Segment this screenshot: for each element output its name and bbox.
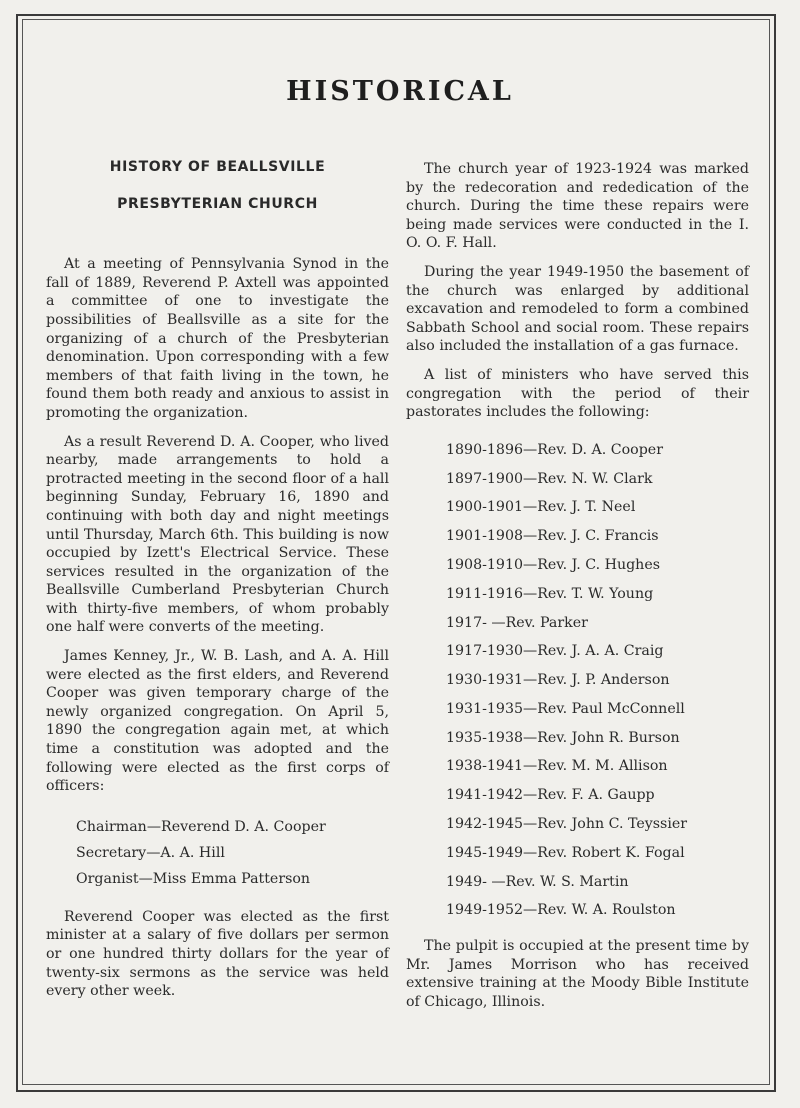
right-column [406,160,749,1012]
minister-item: 1930-1931—Rev. J. P. Anderson [446,672,670,689]
paragraph-redecoration: The church year of 1923-1924 was marked by the redecoration and rededication of the church. During the time these repairs were being made services were conducted in the I. O. O. F. Hall. [406,161,749,252]
article-heading-line2: PRESBYTERIAN CHURCH [117,195,318,212]
minister-item: 1949-1952—Rev. W. A. Roulston [446,902,676,919]
paragraph-basement: During the year 1949-1950 the basement of the church was enlarged by additional excavation and remodeled to form a combined Sabbath School and social room. These repairs also included the installation of a gas furnace. [406,263,749,355]
paragraph-ministers-intro: A list of ministers who have served this congregation with the period of their pastorates includes the following: [406,366,749,421]
minister-item: 1941-1942—Rev. F. A. Gaupp [446,787,655,804]
minister-item: 1945-1949—Rev. Robert K. Fogal [446,844,685,861]
minister-item: 1917- —Rev. Parker [446,614,588,631]
minister-item: 1938-1941—Rev. M. M. Allison [446,758,668,775]
minister-item: 1911-1916—Rev. T. W. Young [446,585,654,602]
officer-item: Organist—Miss Emma Patterson [76,870,311,887]
officer-item: Chairman—Reverend D. A. Cooper [76,818,326,835]
paragraph-first-elders: James Kenney, Jr., W. B. Lash, and A. A. Hill were elected as the first elders, and Reverend Cooper was given temporary charge of the newly organized congregation. On April 5, 1890 the congregation again met, at which time a constitution was adopted and the following were elected as the first corps of officers: [46,648,389,795]
minister-item: 1908-1910—Rev. J. C. Hughes [446,556,661,573]
minister-item: 1900-1901—Rev. J. T. Neel [446,499,636,516]
paragraph-present-pulpit: The pulpit is occupied at the present time by Mr. James Morrison who has received extensive training at the Moody Bible Institute of Chicago, Illinois. [406,938,749,1011]
paragraph-protracted-meeting: As a result Reverend D. A. Cooper, who lived nearby, made arrangements to hold a protracted meeting in the second floor of a hall beginning Sunday, February 16, 1890 and continuing with both day and night meetings until Thursday, March 6th. This building is now occupied by Izett's Electrical Service. These services resulted in the organization of the Beallsville Cumberland Presbyterian Church with thirty-five members, of whom probably one half were converts of the meeting. [46,433,389,636]
ministers-list [446,436,749,926]
minister-item: 1942-1945—Rev. John C. Teyssier [446,816,688,833]
officers-list [76,814,389,892]
minister-item: 1901-1908—Rev. J. C. Francis [446,528,659,545]
minister-item: 1917-1930—Rev. J. A. A. Craig [446,643,664,660]
left-column [46,156,389,1001]
minister-item: 1897-1900—Rev. N. W. Clark [446,470,653,487]
page-title: HISTORICAL [286,76,514,107]
minister-item: 1949- —Rev. W. S. Martin [446,873,629,890]
officer-item: Secretary—A. A. Hill [76,844,225,861]
paragraph-first-minister-salary: Reverend Cooper was elected as the first minister at a salary of five dollars per sermon or one hundred thirty dollars for the year of twenty-six sermons as the service was held every other week. [46,908,389,1000]
paragraph-synod-meeting: At a meeting of Pennsylvania Synod in the fall of 1889, Reverend P. Axtell was appointed a committee of one to investigate the possibilities of Beallsville as a site for the organizing of a church of the Presbyterian denomination. Upon corresponding with a few members of that faith living in the town, he found them both ready and anxious to assist in promoting the organization. [46,256,389,421]
minister-item: 1890-1896—Rev. D. A. Cooper [446,441,663,458]
minister-item: 1931-1935—Rev. Paul McConnell [446,700,685,717]
article-heading-line1: HISTORY OF BEALLSVILLE [109,159,326,175]
minister-item: 1935-1938—Rev. John R. Burson [446,729,680,746]
